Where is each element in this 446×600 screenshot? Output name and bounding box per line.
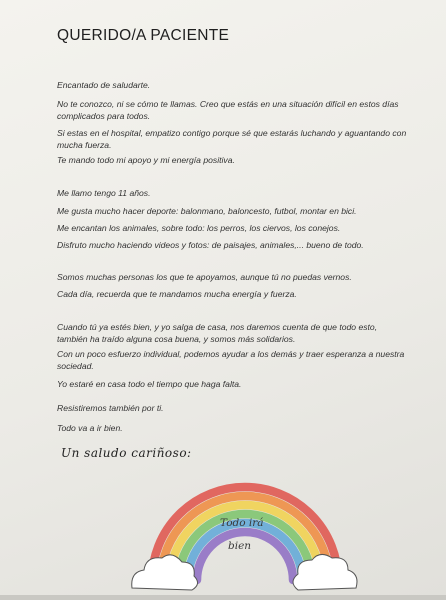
- paragraph-greeting: Encantado de saludarte.: [57, 80, 151, 90]
- paragraph-all-well: Todo va a ir bien.: [57, 423, 123, 433]
- paragraph-resist: Resistiremos también por ti.: [57, 403, 164, 413]
- paragraph-sports: Me gusta mucho hacer deporte: balonmano, baloncesto, futbol, montar en bici.: [57, 206, 357, 216]
- rainbow-text-line1: Todo irá: [220, 517, 264, 529]
- handwritten-greeting: Un saludo cariñoso:: [61, 446, 192, 460]
- rainbow-illustration: [130, 470, 360, 595]
- paragraph-videos: Disfruto mucho haciendo videos y fotos: de paisajes, animales,... bueno de todo.: [57, 240, 364, 250]
- paragraph-name-age: Me llamo tengo 11 años.: [57, 188, 151, 198]
- paragraph-future: Cuando tú ya estés bien, y yo salga de casa, nos daremos cuenta de que todo esto, también ha traído alguna cosa buena, y somos más solidarios.: [57, 322, 378, 344]
- paragraph-support: Te mando todo mi apoyo y mi energía positiva.: [57, 155, 235, 165]
- rainbow-drawing: [130, 470, 360, 595]
- paragraph-situation: No te conozco, ni se cómo te llamas. Creo que estás en una situación difícil en estos días complicados para todos.: [57, 99, 399, 121]
- paragraph-many-people: Somos muchas personas los que te apoyamos, aunque tú no puedas vernos.: [57, 272, 352, 282]
- paragraph-effort: Con un poco esfuerzo individual, podemos ayudar a los demás y traer esperanza a nuestra sociedad.: [57, 349, 405, 371]
- paragraph-stay-home: Yo estaré en casa todo el tiempo que haga falta.: [57, 379, 242, 389]
- page-title: QUERIDO/A PACIENTE: [57, 27, 230, 44]
- paragraph-animals: Me encantan los animales, sobre todo: los perros, los ciervos, los conejos.: [57, 223, 341, 233]
- paragraph-hospital: Si estas en el hospital, empatizo contigo porque sé que estarás luchando y aguantando con mucha fuerza.: [57, 128, 407, 150]
- rainbow-text-line2: bien: [228, 540, 252, 552]
- paragraph-every-day: Cada día, recuerda que te mandamos mucha energía y fuerza.: [57, 289, 297, 299]
